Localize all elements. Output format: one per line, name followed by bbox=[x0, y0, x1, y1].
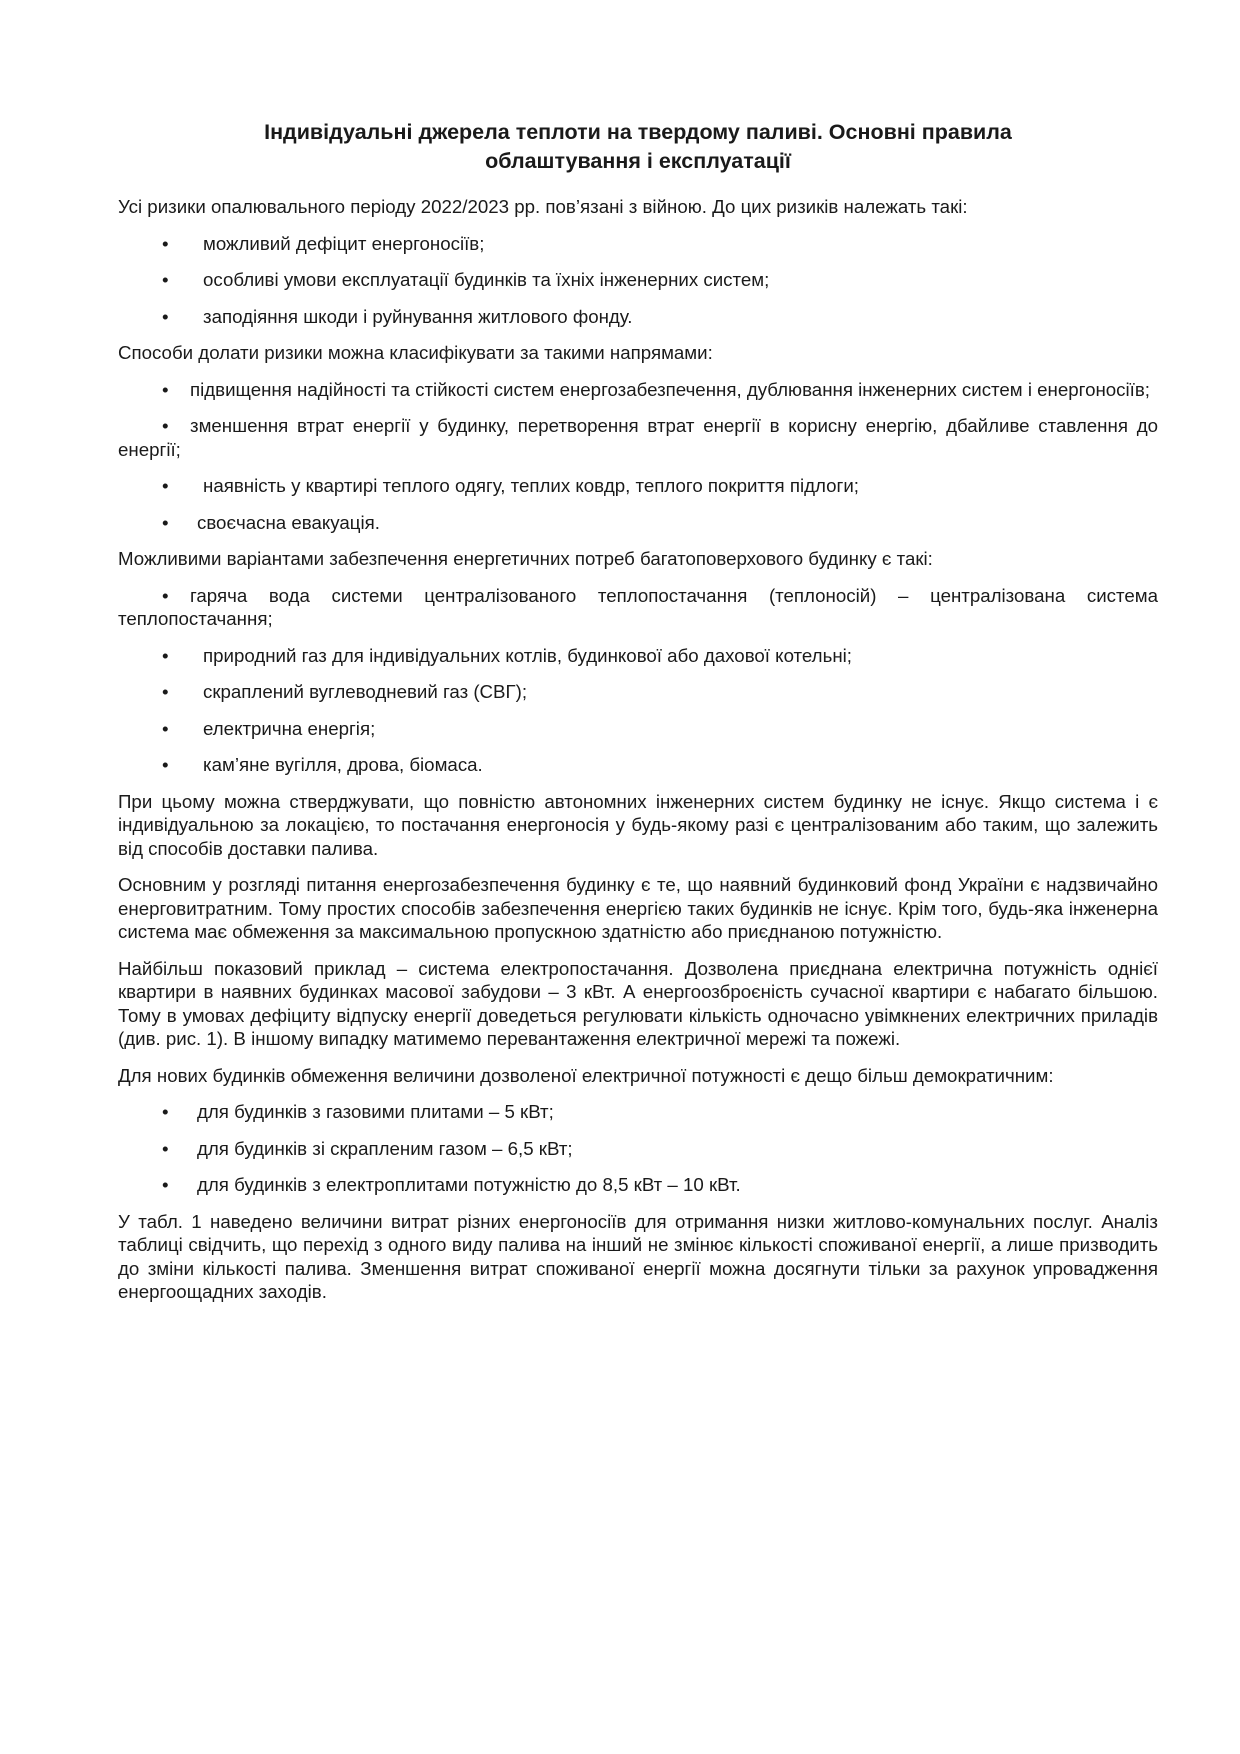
bullet: • bbox=[162, 644, 169, 666]
list-item bbox=[118, 378, 1158, 402]
list-item bbox=[118, 1173, 1158, 1197]
list-item-text: для будинків з електроплитами потужністю до 8,5 кВт – 10 кВт. bbox=[197, 1174, 741, 1195]
example-paragraph: Найбільш показовий приклад – система електропостачання. Дозволена приєднана електрична потужність однієї квартири в наявних будинках масової забудови – 3 кВт. А енергоозброєність сучасної квартири є набагато більшою. Тому в умовах дефіциту відпуску енергії доведеться регулювати кількість одночасно увімкнених електричних приладів (див. рис. 1). В іншому випадку матимемо перевантаження електричної мережі та пожежі. bbox=[118, 957, 1158, 1049]
list-item-text: можливий дефіцит енергоносіїв; bbox=[203, 232, 485, 254]
list-item bbox=[118, 584, 1158, 631]
list-item bbox=[118, 474, 1158, 498]
list-item bbox=[118, 644, 1158, 668]
list-item-text: для будинків з газовими плитами – 5 кВт; bbox=[197, 1101, 554, 1122]
list-item bbox=[118, 414, 1158, 461]
list-item-text: особливі умови експлуатації будинків та їхніх інженерних систем; bbox=[203, 269, 770, 290]
list-item-text: своєчасна евакуація. bbox=[197, 511, 380, 533]
bullet: • bbox=[162, 305, 169, 327]
list-item-text: кам’яне вугілля, дрова, біомаса. bbox=[203, 754, 483, 775]
list-item-text: гаряча вода системи централізованого теплопостачання (теплоносій) – централізована система теплопостачання; bbox=[118, 584, 1158, 629]
table-paragraph: У табл. 1 наведено величини витрат різних енергоносіїв для отримання низки житлово-комунальних послуг. Аналіз таблиці свідчить, що перехід з одного виду палива на інший не змінює кількості споживаної енергії, а лише призводить до зміни кількості палива. Зменшення витрат споживаної енергії можна досягнути тільки за рахунок упровадження енергоощадних заходів. bbox=[118, 1210, 1158, 1302]
list-item bbox=[118, 680, 1158, 704]
list-item-text: підвищення надійності та стійкості систем енергозабезпечення, дублювання інженерних систем і енергоносіїв; bbox=[190, 378, 1150, 400]
list-item bbox=[118, 511, 1158, 535]
bullet: • bbox=[162, 511, 169, 533]
bullet: • bbox=[162, 415, 169, 436]
list-item-text: зменшення втрат енергії у будинку, перетворення втрат енергії в корисну енергію, дбайливе ставлення до енергії; bbox=[118, 415, 1158, 460]
list-item bbox=[118, 1137, 1158, 1161]
list-item bbox=[118, 717, 1158, 741]
list-item-text: наявність у квартирі теплого одягу, теплих ковдр, теплого покриття підлоги; bbox=[203, 475, 859, 496]
bullet: • bbox=[162, 269, 169, 290]
bullet: • bbox=[162, 1174, 169, 1195]
document-page bbox=[118, 118, 1158, 1317]
list-item-text: для будинків зі скрапленим газом – 6,5 кВт; bbox=[197, 1137, 573, 1159]
page-title bbox=[118, 118, 1158, 176]
bullet: • bbox=[162, 754, 169, 775]
main-paragraph: Основним у розгляді питання енергозабезпечення будинку є те, що наявний будинковий фонд України є надзвичайно енерговитратним. Тому простих способів забезпечення енергією таких будинків не існує. Крім того, будь-яка інженерна система має обмеження за максимальною пропускною здатністю або приєднаною потужністю. bbox=[118, 874, 1158, 942]
list-item bbox=[118, 1100, 1158, 1124]
list-item-text: скраплений вуглеводневий газ (СВГ); bbox=[203, 681, 528, 702]
list-item bbox=[118, 232, 1158, 256]
bullet: • bbox=[162, 717, 169, 739]
bullet: • bbox=[162, 475, 169, 496]
bullet: • bbox=[162, 681, 169, 702]
list-item bbox=[118, 305, 1158, 329]
list-item-text: електрична енергія; bbox=[203, 717, 376, 739]
bullet: • bbox=[162, 232, 169, 254]
list-item bbox=[118, 268, 1158, 292]
bullet: • bbox=[162, 584, 169, 606]
bullet: • bbox=[162, 1101, 169, 1122]
list-item-text: заподіяння шкоди і руйнування житлового фонду. bbox=[203, 305, 633, 327]
new-buildings-paragraph: Для нових будинків обмеження величини дозволеної електричної потужності є дещо більш демократичним: bbox=[118, 1064, 1054, 1086]
ways-intro-paragraph: Способи долати ризики можна класифікувати за такими напрямами: bbox=[118, 342, 713, 363]
list-item bbox=[118, 753, 1158, 777]
autonomy-paragraph: При цьому можна стверджувати, що повністю автономних інженерних систем будинку не існує. Якщо система і є індивідуальною за локацією, то постачання енергоносія у будь-якому разі є централізованим або таким, що залежить від способів доставки палива. bbox=[118, 790, 1158, 859]
list-item-text: природний газ для індивідуальних котлів, будинкової або дахової котельні; bbox=[203, 644, 852, 666]
intro-paragraph: Усі ризики опалювального періоду 2022/2023 рр. пов’язані з війною. До цих ризиків належать такі: bbox=[118, 196, 968, 217]
title-line-2: облаштування і експлуатації bbox=[485, 149, 791, 173]
title-line-1: Індивідуальні джерела теплоти на твердому паливі. Основні правила bbox=[264, 120, 1012, 144]
bullet: • bbox=[162, 378, 169, 400]
bullet: • bbox=[162, 1137, 169, 1159]
options-intro-paragraph: Можливими варіантами забезпечення енергетичних потреб багатоповерхового будинку є такі: bbox=[118, 548, 933, 569]
